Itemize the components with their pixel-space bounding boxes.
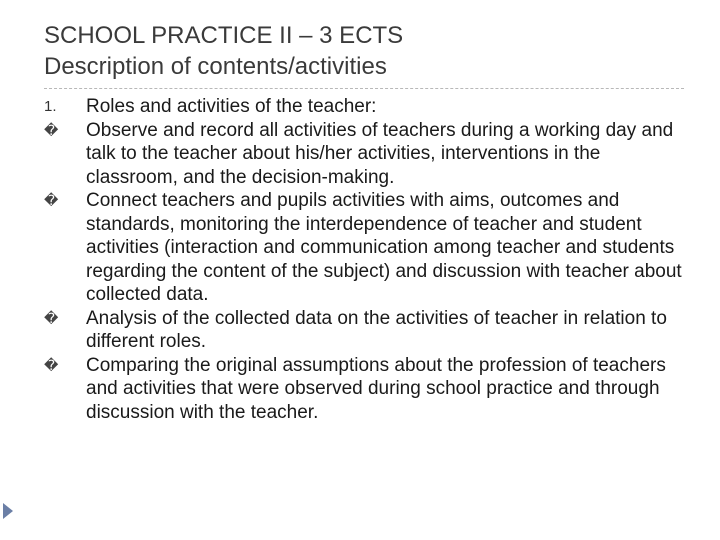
bullet-placeholder-icon: �	[44, 356, 59, 373]
title-line-1: SCHOOL PRACTICE II – 3 ECTS	[44, 22, 404, 49]
list-item-text: Connect teachers and pupils activities with aims, outcomes and standards, monitoring the interdependence of teacher and student activities (interaction and communication among teacher and students regarding the content of the subject) and discussion with teacher about collected data.	[86, 190, 682, 305]
slide-title	[44, 20, 684, 82]
list-heading	[44, 95, 684, 119]
bullet-placeholder-icon: �	[44, 121, 59, 138]
bullet-placeholder-icon: �	[44, 192, 59, 208]
list-item	[44, 307, 684, 354]
list-number-marker: 1.	[44, 98, 57, 115]
list-item-text: Comparing the original assumptions about the profession of teachers and activities that were observed during school practice and through discussion with the teacher.	[86, 354, 666, 423]
list-item	[44, 189, 684, 307]
title-line-2: Description of contents/activities	[44, 53, 387, 80]
list-item-text: Observe and record all activities of teachers during a working day and talk to the teacher about his/her activities, interventions in the classroom, and the decision-making.	[86, 119, 674, 188]
list-item	[44, 354, 684, 425]
list-heading-text: Roles and activities of the teacher:	[86, 96, 377, 117]
list-item-text: Analysis of the collected data on the activities of teacher in relation to different roles.	[86, 307, 667, 352]
title-divider	[44, 88, 684, 89]
content-list	[44, 95, 684, 424]
list-item	[44, 119, 684, 190]
bullet-placeholder-icon: �	[44, 309, 59, 326]
slide-arrow-icon	[3, 503, 13, 519]
